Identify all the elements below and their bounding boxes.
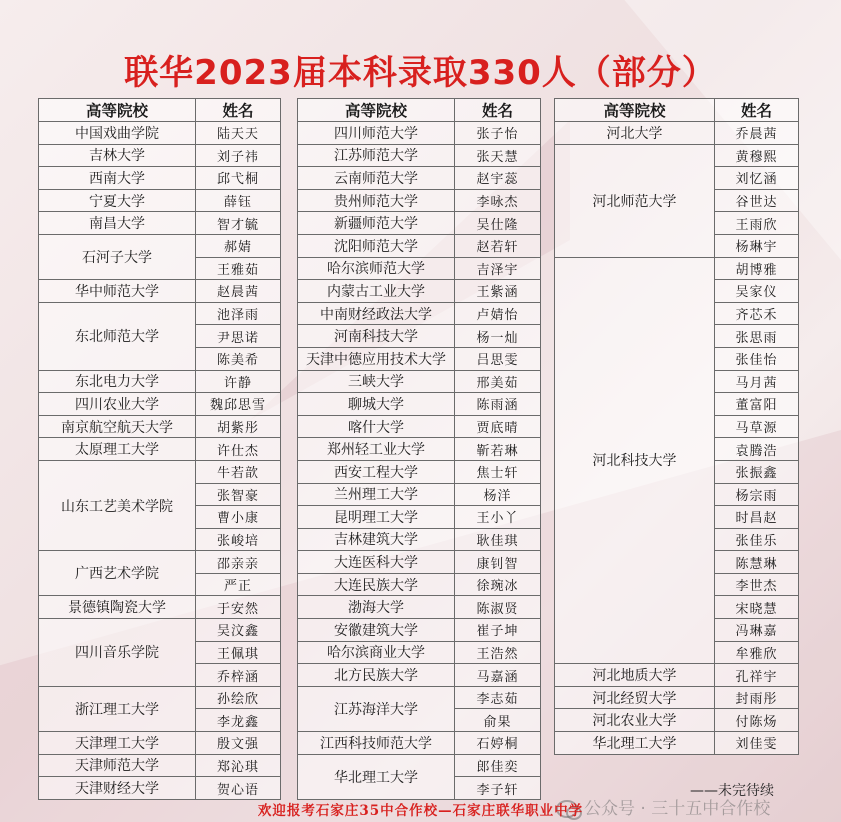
student-name-cell: 杨琳宇 xyxy=(715,234,799,257)
table-row xyxy=(298,370,541,393)
admission-table xyxy=(38,98,281,800)
watermark-text: 公众号 · 三十五中合作校 xyxy=(584,799,771,819)
student-name-cell: 贺心语 xyxy=(196,777,281,800)
student-name-cell: 时昌赵 xyxy=(715,506,799,529)
student-name-cell: 杨洋 xyxy=(455,483,541,506)
school-cell: 贵州师范大学 xyxy=(298,189,455,212)
student-name-cell: 封雨彤 xyxy=(715,686,799,709)
student-name-cell: 谷世达 xyxy=(715,189,799,212)
school-cell: 华北理工大学 xyxy=(555,732,715,755)
student-name-cell: 乔晨茜 xyxy=(715,122,799,145)
table-row xyxy=(39,234,281,257)
student-name-cell: 张子怡 xyxy=(455,122,541,145)
table-row xyxy=(39,370,281,393)
school-cell: 北方民族大学 xyxy=(298,664,455,687)
table-row xyxy=(39,280,281,303)
student-name-cell: 袁腾浩 xyxy=(715,438,799,461)
school-cell: 南昌大学 xyxy=(39,212,196,235)
admission-table xyxy=(554,98,799,755)
school-cell: 南京航空航天大学 xyxy=(39,415,196,438)
student-name-cell: 于安然 xyxy=(196,596,281,619)
school-cell: 石河子大学 xyxy=(39,234,196,279)
student-name-cell: 孙绘欣 xyxy=(196,686,281,709)
school-cell: 河北科技大学 xyxy=(555,257,715,664)
table-row xyxy=(39,122,281,145)
table-row xyxy=(39,754,281,777)
table-row xyxy=(39,619,281,642)
table-row xyxy=(39,415,281,438)
student-name-cell: 陈美希 xyxy=(196,347,281,370)
school-cell: 天津理工大学 xyxy=(39,732,196,755)
student-name-cell: 殷文强 xyxy=(196,732,281,755)
student-name-cell: 赵宇蕊 xyxy=(455,167,541,190)
table-row xyxy=(298,686,541,709)
school-cell: 江苏海洋大学 xyxy=(298,686,455,731)
school-cell: 河北地质大学 xyxy=(555,664,715,687)
student-name-cell: 王紫涵 xyxy=(455,280,541,303)
table-row xyxy=(298,664,541,687)
table-row xyxy=(298,280,541,303)
table-row xyxy=(298,641,541,664)
table-row xyxy=(555,257,799,280)
student-name-cell: 许静 xyxy=(196,370,281,393)
table-row xyxy=(39,189,281,212)
school-cell: 四川农业大学 xyxy=(39,393,196,416)
school-cell: 中南财经政法大学 xyxy=(298,302,455,325)
student-name-cell: 靳若琳 xyxy=(455,438,541,461)
table-row xyxy=(555,732,799,755)
table-row xyxy=(298,754,541,777)
student-name-cell: 刘忆涵 xyxy=(715,167,799,190)
student-name-cell: 张智豪 xyxy=(196,483,281,506)
school-cell: 山东工艺美术学院 xyxy=(39,460,196,550)
school-cell: 四川师范大学 xyxy=(298,122,455,145)
school-cell: 昆明理工大学 xyxy=(298,506,455,529)
student-name-cell: 王浩然 xyxy=(455,641,541,664)
student-name-cell: 贾底晴 xyxy=(455,415,541,438)
student-name-cell: 刘佳雯 xyxy=(715,732,799,755)
student-name-cell: 卢婧怡 xyxy=(455,302,541,325)
table-row xyxy=(298,415,541,438)
student-name-cell: 李志茹 xyxy=(455,686,541,709)
student-name-cell: 张佳怡 xyxy=(715,347,799,370)
student-name-cell: 赵若轩 xyxy=(455,234,541,257)
table-row xyxy=(39,212,281,235)
name-column-header: 姓名 xyxy=(196,99,281,122)
table-row xyxy=(39,686,281,709)
student-name-cell: 魏邱思雪 xyxy=(196,393,281,416)
student-name-cell: 王雨欣 xyxy=(715,212,799,235)
table-row xyxy=(39,596,281,619)
school-cell: 四川音乐学院 xyxy=(39,619,196,687)
student-name-cell: 冯琳嘉 xyxy=(715,619,799,642)
school-cell: 东北电力大学 xyxy=(39,370,196,393)
student-name-cell: 陈淑贤 xyxy=(455,596,541,619)
table-row xyxy=(39,551,281,574)
student-name-cell: 刘子祎 xyxy=(196,144,281,167)
student-name-cell: 马嘉涵 xyxy=(455,664,541,687)
table-row xyxy=(298,483,541,506)
student-name-cell: 付陈炀 xyxy=(715,709,799,732)
student-name-cell: 耿佳琪 xyxy=(455,528,541,551)
student-name-cell: 吴家仪 xyxy=(715,280,799,303)
table-row xyxy=(298,619,541,642)
table-row xyxy=(298,325,541,348)
student-name-cell: 赵晨茜 xyxy=(196,280,281,303)
school-cell: 天津中德应用技术大学 xyxy=(298,347,455,370)
table-row xyxy=(555,144,799,167)
school-cell: 聊城大学 xyxy=(298,393,455,416)
student-name-cell: 牟雅欣 xyxy=(715,641,799,664)
school-cell: 河北农业大学 xyxy=(555,709,715,732)
table-row xyxy=(39,302,281,325)
student-name-cell: 李世杰 xyxy=(715,573,799,596)
student-name-cell: 董富阳 xyxy=(715,393,799,416)
student-name-cell: 王雅茹 xyxy=(196,257,281,280)
name-column-header: 姓名 xyxy=(715,99,799,122)
student-name-cell: 陈雨涵 xyxy=(455,393,541,416)
school-cell: 景德镇陶瓷大学 xyxy=(39,596,196,619)
school-cell: 江苏师范大学 xyxy=(298,144,455,167)
student-name-cell: 陆天天 xyxy=(196,122,281,145)
school-column-header: 高等院校 xyxy=(555,99,715,122)
school-cell: 河北经贸大学 xyxy=(555,686,715,709)
school-cell: 中国戏曲学院 xyxy=(39,122,196,145)
school-column-header: 高等院校 xyxy=(39,99,196,122)
table-row xyxy=(298,506,541,529)
table-row xyxy=(39,393,281,416)
school-cell: 大连医科大学 xyxy=(298,551,455,574)
student-name-cell: 邱弋桐 xyxy=(196,167,281,190)
student-name-cell: 杨一灿 xyxy=(455,325,541,348)
table-row xyxy=(555,664,799,687)
table-row xyxy=(298,393,541,416)
school-cell: 大连民族大学 xyxy=(298,573,455,596)
student-name-cell: 徐琬冰 xyxy=(455,573,541,596)
table-row xyxy=(298,551,541,574)
table-row xyxy=(39,167,281,190)
name-column-header: 姓名 xyxy=(455,99,541,122)
school-cell: 河北师范大学 xyxy=(555,144,715,257)
student-name-cell: 齐芯禾 xyxy=(715,302,799,325)
student-name-cell: 崔子坤 xyxy=(455,619,541,642)
student-name-cell: 李子轩 xyxy=(455,777,541,800)
student-name-cell: 吕思雯 xyxy=(455,347,541,370)
student-name-cell: 张佳乐 xyxy=(715,528,799,551)
student-name-cell: 吴汶鑫 xyxy=(196,619,281,642)
student-name-cell: 王小丫 xyxy=(455,506,541,529)
school-cell: 安徽建筑大学 xyxy=(298,619,455,642)
student-name-cell: 杨宗雨 xyxy=(715,483,799,506)
student-name-cell: 许仕杰 xyxy=(196,438,281,461)
school-cell: 广西艺术学院 xyxy=(39,551,196,596)
table-row xyxy=(39,777,281,800)
school-cell: 太原理工大学 xyxy=(39,438,196,461)
school-cell: 西南大学 xyxy=(39,167,196,190)
school-cell: 兰州理工大学 xyxy=(298,483,455,506)
student-name-cell: 邵亲亲 xyxy=(196,551,281,574)
school-cell: 哈尔滨商业大学 xyxy=(298,641,455,664)
student-name-cell: 乔梓涵 xyxy=(196,664,281,687)
table-row xyxy=(298,573,541,596)
student-name-cell: 严正 xyxy=(196,573,281,596)
student-name-cell: 黄穆熙 xyxy=(715,144,799,167)
school-cell: 江西科技师范大学 xyxy=(298,732,455,755)
school-cell: 华北理工大学 xyxy=(298,754,455,799)
table-row xyxy=(298,460,541,483)
school-cell: 河南科技大学 xyxy=(298,325,455,348)
table-row xyxy=(298,167,541,190)
school-cell: 喀什大学 xyxy=(298,415,455,438)
student-name-cell: 张思雨 xyxy=(715,325,799,348)
student-name-cell: 池泽雨 xyxy=(196,302,281,325)
table-row xyxy=(298,122,541,145)
school-cell: 新疆师范大学 xyxy=(298,212,455,235)
student-name-cell: 胡紫彤 xyxy=(196,415,281,438)
school-cell: 吉林大学 xyxy=(39,144,196,167)
school-cell: 渤海大学 xyxy=(298,596,455,619)
student-name-cell: 王佩琪 xyxy=(196,641,281,664)
table-row xyxy=(39,438,281,461)
table-row xyxy=(298,302,541,325)
student-name-cell: 李龙鑫 xyxy=(196,709,281,732)
school-cell: 华中师范大学 xyxy=(39,280,196,303)
student-name-cell: 郎佳奕 xyxy=(455,754,541,777)
school-cell: 浙江理工大学 xyxy=(39,686,196,731)
student-name-cell: 牛若歆 xyxy=(196,460,281,483)
school-cell: 宁夏大学 xyxy=(39,189,196,212)
student-name-cell: 陈慧琳 xyxy=(715,551,799,574)
table-row xyxy=(298,528,541,551)
page-title: 联华2023届本科录取330人（部分） xyxy=(124,53,717,93)
table-row xyxy=(39,144,281,167)
table-row xyxy=(298,438,541,461)
continuation-note: ——未完待续 xyxy=(690,783,774,799)
student-name-cell: 俞果 xyxy=(455,709,541,732)
student-name-cell: 曹小康 xyxy=(196,506,281,529)
school-cell: 三峡大学 xyxy=(298,370,455,393)
student-name-cell: 康钊智 xyxy=(455,551,541,574)
student-name-cell: 李咏杰 xyxy=(455,189,541,212)
table-row xyxy=(39,732,281,755)
admission-table xyxy=(297,98,541,800)
table-row xyxy=(555,709,799,732)
school-cell: 河北大学 xyxy=(555,122,715,145)
table-row xyxy=(298,144,541,167)
student-name-cell: 张振鑫 xyxy=(715,460,799,483)
student-name-cell: 石婷桐 xyxy=(455,732,541,755)
table-row xyxy=(39,460,281,483)
student-name-cell: 孔祥宇 xyxy=(715,664,799,687)
school-cell: 天津财经大学 xyxy=(39,777,196,800)
table-row xyxy=(555,122,799,145)
student-name-cell: 尹思诺 xyxy=(196,325,281,348)
school-cell: 云南师范大学 xyxy=(298,167,455,190)
table-row xyxy=(298,212,541,235)
table-row xyxy=(298,234,541,257)
student-name-cell: 智才毓 xyxy=(196,212,281,235)
student-name-cell: 马草源 xyxy=(715,415,799,438)
school-cell: 郑州轻工业大学 xyxy=(298,438,455,461)
student-name-cell: 吉泽宇 xyxy=(455,257,541,280)
student-name-cell: 邢美茹 xyxy=(455,370,541,393)
school-cell: 沈阳师范大学 xyxy=(298,234,455,257)
school-cell: 吉林建筑大学 xyxy=(298,528,455,551)
table-row xyxy=(298,347,541,370)
table-row xyxy=(555,686,799,709)
student-name-cell: 郑沁琪 xyxy=(196,754,281,777)
school-column-header: 高等院校 xyxy=(298,99,455,122)
table-row xyxy=(298,189,541,212)
table-row xyxy=(298,596,541,619)
table-row xyxy=(298,257,541,280)
student-name-cell: 宋晓慧 xyxy=(715,596,799,619)
student-name-cell: 胡博雅 xyxy=(715,257,799,280)
student-name-cell: 张天慧 xyxy=(455,144,541,167)
school-cell: 内蒙古工业大学 xyxy=(298,280,455,303)
student-name-cell: 焦士轩 xyxy=(455,460,541,483)
student-name-cell: 郝婧 xyxy=(196,234,281,257)
footer-banner: 欢迎报考石家庄35中合作校—石家庄联华职业中学 xyxy=(257,803,584,819)
table-row xyxy=(298,732,541,755)
student-name-cell: 吴仕隆 xyxy=(455,212,541,235)
student-name-cell: 马月茜 xyxy=(715,370,799,393)
school-cell: 西安工程大学 xyxy=(298,460,455,483)
school-cell: 天津师范大学 xyxy=(39,754,196,777)
student-name-cell: 薛钰 xyxy=(196,189,281,212)
school-cell: 东北师范大学 xyxy=(39,302,196,370)
school-cell: 哈尔滨师范大学 xyxy=(298,257,455,280)
student-name-cell: 张峻培 xyxy=(196,528,281,551)
